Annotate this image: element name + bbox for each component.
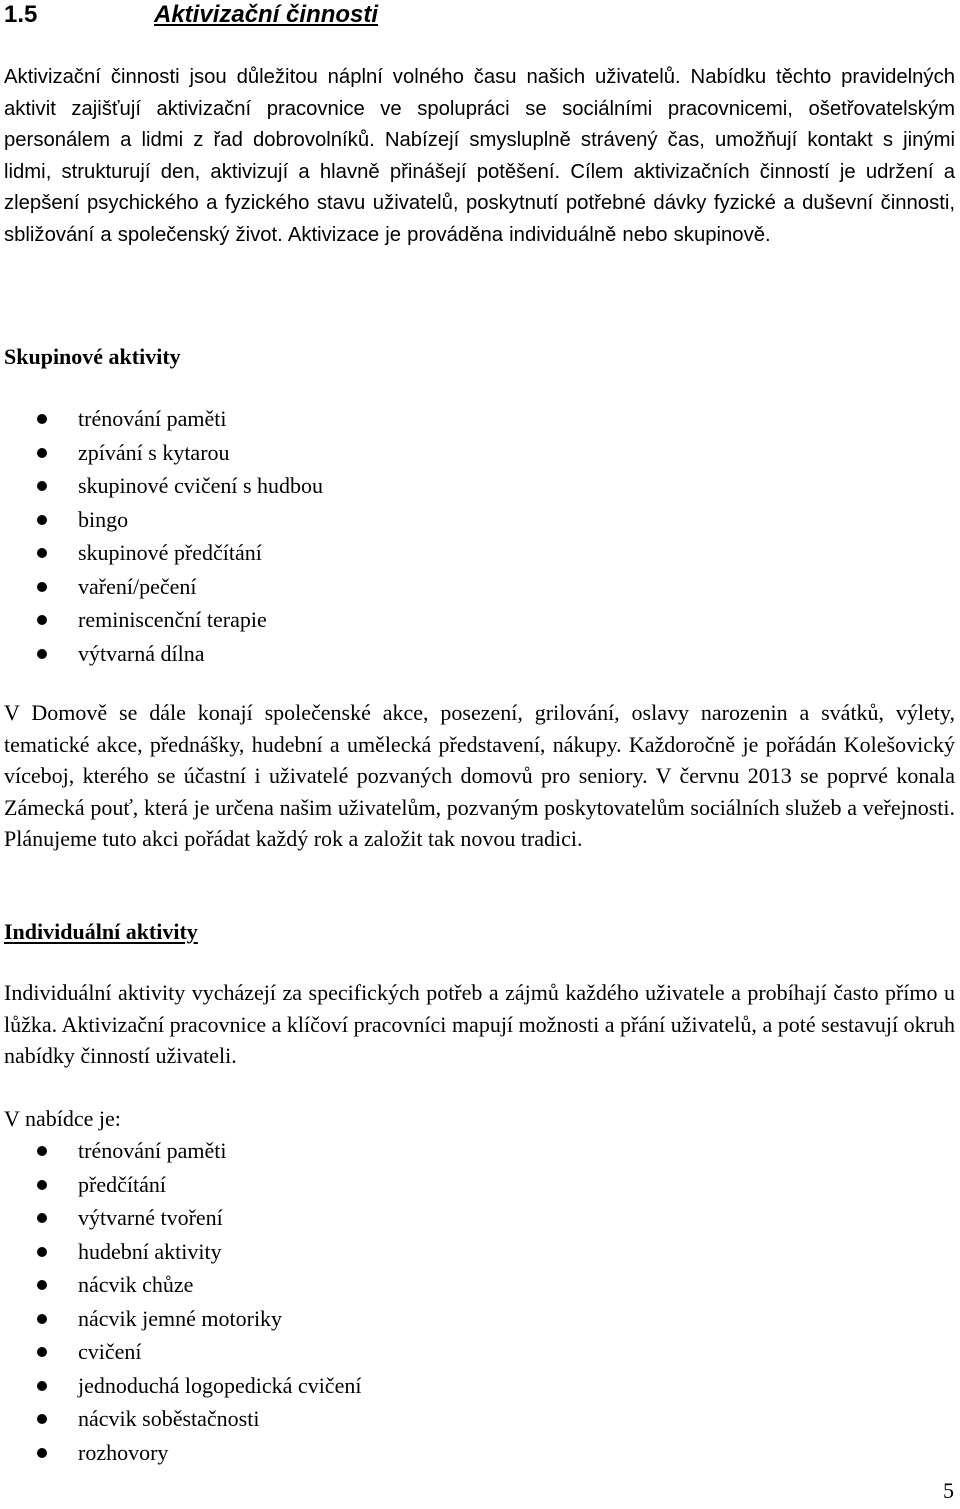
- intro-paragraph: Aktivizační činnosti jsou důležitou náplní volného času našich uživatelů. Nabídku těchto pravidelných aktivit zajišťují aktivizační pracovnice ve spolupráci se sociálními pracovnicemi, ošetřovatelským personálem a lidmi z řad dobrovolníků. Nabízejí smysluplně strávený čas, umožňují kontakt s jinými lidmi, strukturují den, aktivizují a hlavně přinášejí potěšení. Cílem aktivizačních činností je udržení a zlepšení psychického a fyzického stavu uživatelů, poskytnutí potřebné dávky fyzické a duševní činnosti, sbližování a společenský život. Aktivizace je prováděna individuálně nebo skupinově.: [4, 66, 955, 246]
- bullet-icon: [37, 515, 47, 525]
- bullet-icon: [37, 649, 47, 659]
- bullet-icon: [37, 1213, 47, 1223]
- list-item: zpívání s kytarou: [0, 436, 323, 470]
- bullet-icon: [37, 448, 47, 458]
- bullet-icon: [37, 1180, 47, 1190]
- list-item: předčítání: [0, 1168, 361, 1202]
- list-item: hudební aktivity: [0, 1235, 361, 1269]
- bullet-icon: [37, 481, 47, 491]
- list-item: bingo: [0, 503, 323, 537]
- group-activities-heading: Skupinové aktivity: [4, 344, 181, 369]
- list-item: trénování paměti: [0, 402, 323, 436]
- bullet-icon: [37, 1146, 47, 1156]
- list-item: reminiscenční terapie: [0, 603, 323, 637]
- bullet-icon: [37, 1381, 47, 1391]
- bullet-icon: [37, 414, 47, 424]
- list-item: nácvik jemné motoriky: [0, 1302, 361, 1336]
- bullet-icon: [37, 548, 47, 558]
- list-item: cvičení: [0, 1335, 361, 1369]
- list-item: trénování paměti: [0, 1134, 361, 1168]
- section-number: 1.5: [4, 1, 38, 28]
- list-item: skupinové cvičení s hudbou: [0, 469, 323, 503]
- bullet-icon: [37, 1314, 47, 1324]
- section-title: Aktivizační činnosti: [154, 1, 379, 28]
- offer-label: V nabídce je:: [4, 1106, 121, 1131]
- list-item: jednoduchá logopedická cvičení: [0, 1369, 361, 1403]
- list-item: rozhovory: [0, 1436, 361, 1470]
- list-item: skupinové předčítání: [0, 536, 323, 570]
- events-paragraph: V Domově se dále konají společenské akce, posezení, grilování, oslavy narozenin a svátků, výlety, tematické akce, přednášky, hudební a umělecká představení, nákupy. Každoročně je pořádán Kolešovický víceboj, kterého se účastní i uživatelé pozvaných domovů pro seniory. V červnu 2013 se poprvé konala Zámecká pouť, která je určena našim uživatelům, pozvaným poskytovatelům sociálních služeb a veřejnosti. Plánujeme tuto akci pořádat každý rok a založit tak novou tradici.: [4, 700, 955, 852]
- group-activities-list: [0, 402, 323, 670]
- list-item: výtvarné tvoření: [0, 1201, 361, 1235]
- individual-activities-paragraph: Individuální aktivity vycházejí za specifických potřeb a zájmů každého uživatele a probíhají často přímo u lůžka. Aktivizační pracovnice a klíčoví pracovníci mapují možnosti a přání uživatelů, a poté sestavují okruh nabídky činností uživateli.: [4, 980, 955, 1069]
- list-item: vaření/pečení: [0, 570, 323, 604]
- bullet-icon: [37, 1448, 47, 1458]
- list-item: nácvik chůze: [0, 1268, 361, 1302]
- bullet-icon: [37, 1414, 47, 1424]
- bullet-icon: [37, 615, 47, 625]
- bullet-icon: [37, 1247, 47, 1257]
- individual-activities-list: [0, 1134, 361, 1469]
- page-number: 5: [943, 1478, 954, 1503]
- list-item: výtvarná dílna: [0, 637, 323, 671]
- section-heading: [4, 0, 944, 30]
- bullet-icon: [37, 1347, 47, 1357]
- bullet-icon: [37, 1280, 47, 1290]
- bullet-icon: [37, 582, 47, 592]
- individual-activities-heading: Individuální aktivity: [4, 919, 198, 944]
- list-item: nácvik soběstačnosti: [0, 1402, 361, 1436]
